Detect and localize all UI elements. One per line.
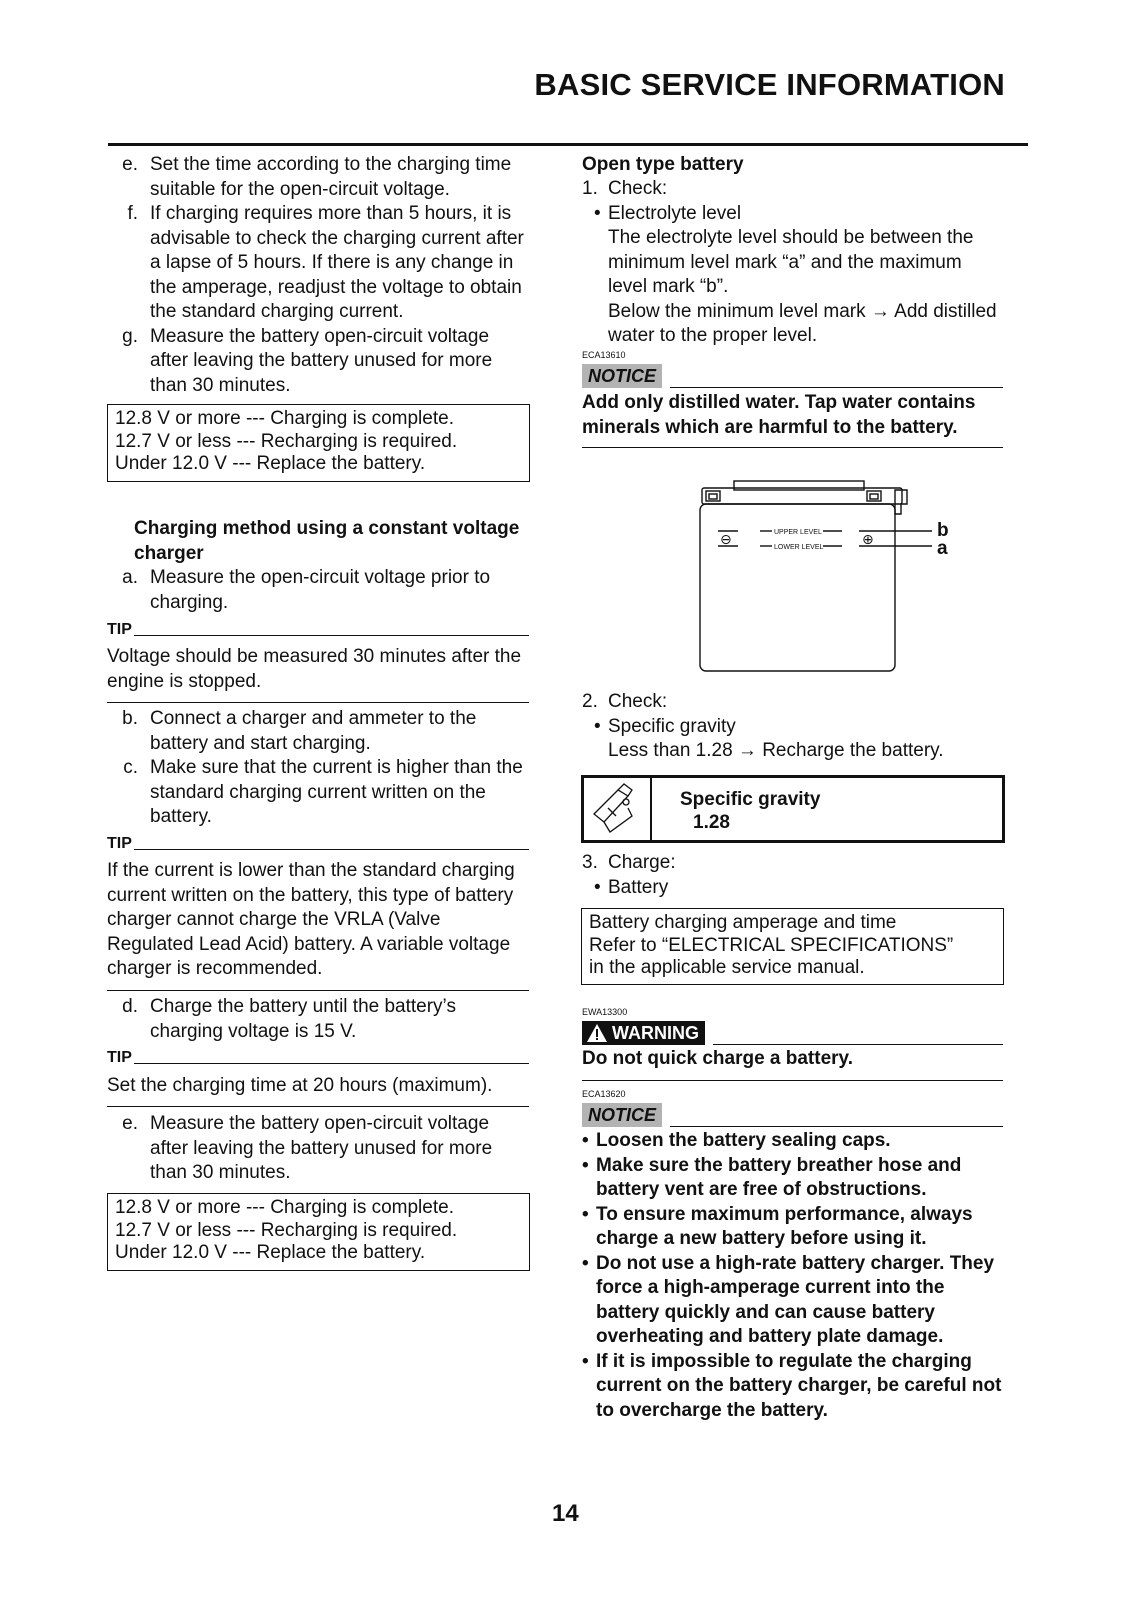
- notice-item-text: If it is impossible to regulate the charging current on the battery charger, be careful not to overcharge the battery.: [596, 1350, 1002, 1421]
- lower-level-label: LOWER LEVEL: [774, 544, 824, 551]
- result-line: 12.8 V or more --- Charging is complete.: [115, 408, 454, 429]
- step-text: Measure the battery open-circuit voltage after leaving the battery unused for more than 30 minutes.: [150, 325, 493, 396]
- spec-box: [581, 775, 1005, 843]
- mark-b: b: [937, 520, 949, 541]
- step-text: Set the time according to the charging time suitable for the open-circuit voltage.: [150, 154, 512, 200]
- bullet-dot: •: [582, 1154, 589, 1176]
- result-line: 12.7 V or less --- Recharging is required.: [115, 430, 458, 452]
- tip-end-rule: [107, 990, 529, 991]
- notice-code: ECA13620: [582, 1089, 626, 1099]
- tip-label: TIP: [107, 1049, 132, 1066]
- tip-label: TIP: [107, 621, 132, 638]
- left-steps-top: [108, 153, 529, 398]
- step-label: e.: [122, 1113, 138, 1134]
- warning-text: Do not quick charge a battery.: [582, 1048, 853, 1069]
- tip-header: [107, 621, 529, 639]
- result-line: Under 12.0 V --- Replace the battery.: [115, 453, 426, 474]
- reference-line: Refer to “ELECTRICAL SPECIFICATIONS”: [589, 934, 954, 956]
- result-line: 12.7 V or less --- Recharging is required.: [115, 1219, 458, 1241]
- step-text: Connect a charger and ammeter to the battery and start charging.: [150, 708, 477, 754]
- bullet-text: Battery: [608, 876, 669, 898]
- notice-item-text: Loosen the battery sealing caps.: [596, 1130, 891, 1151]
- step-e2: [108, 1112, 529, 1186]
- step-text: Measure the open-circuit voltage prior to charging.: [150, 567, 491, 613]
- warning-end-rule: [582, 1080, 1003, 1081]
- tip-rule: [134, 1063, 529, 1064]
- step-label: f.: [127, 203, 138, 224]
- left-steps-mid: [108, 707, 529, 830]
- electrolyte-action: Below the minimum level mark → Add distilled water to the proper level.: [608, 300, 997, 346]
- upper-level-label: UPPER LEVEL: [774, 529, 822, 536]
- step-f: [108, 202, 529, 325]
- step-text: Charge:: [608, 852, 676, 873]
- gravity-action: Less than 1.28 → Recharge the battery.: [608, 740, 944, 761]
- notice-item: [582, 1252, 1003, 1350]
- battery-diagram: [690, 478, 970, 676]
- step-e: [108, 153, 529, 202]
- tip-rule: [134, 635, 529, 636]
- tip-end-rule: [107, 702, 529, 703]
- step-3: [582, 851, 1002, 876]
- result-box-1: [107, 404, 530, 482]
- electrolyte-bullet: [594, 202, 1002, 227]
- notice-end-rule: [582, 447, 1003, 448]
- step-d-block: [108, 995, 529, 1044]
- notice-item: [582, 1350, 1003, 1424]
- notice-badge: NOTICE: [582, 1103, 662, 1127]
- step-2: [582, 690, 1002, 715]
- step-label: a.: [122, 567, 138, 588]
- step-text: Check:: [608, 691, 668, 712]
- step-label: g.: [122, 325, 138, 347]
- step-b: [108, 707, 529, 756]
- warning-label: WARNING: [612, 1023, 699, 1043]
- step-text: Make sure that the current is higher than the standard charging current written on the battery.: [150, 757, 523, 827]
- notice-list: [582, 1129, 1003, 1423]
- right-step1-block: [582, 177, 1002, 349]
- bullet-dot: •: [582, 1203, 589, 1225]
- bullet-text: Specific gravity: [608, 715, 736, 737]
- mark-a: a: [937, 538, 948, 559]
- reference-line: Battery charging amperage and time: [589, 912, 897, 933]
- plus-terminal-icon: ⊕: [862, 532, 874, 548]
- result-box-2: [107, 1193, 530, 1271]
- tip-text: Set the charging time at 20 hours (maximum).: [107, 1075, 493, 1096]
- bullet-dot: •: [594, 715, 601, 737]
- step-text: If charging requires more than 5 hours, it is advisable to check the charging current after a lapse of 5 hours. If there is any change in the amperage, readjust the voltage to obtain the standard charging current.: [150, 203, 524, 322]
- step-1: [582, 177, 1002, 202]
- right-step2-block: [582, 690, 1002, 764]
- page-number: 14: [552, 1500, 579, 1527]
- spec-value: 1.28: [693, 812, 730, 833]
- warning-triangle-icon: [586, 1023, 608, 1043]
- reference-line: in the applicable service manual.: [589, 957, 865, 978]
- spec-title: Specific gravity: [680, 789, 821, 810]
- notice-item-text: To ensure maximum performance, always charge a new battery before using it.: [596, 1203, 973, 1249]
- warning-badge: [582, 1021, 705, 1045]
- tip-end-rule: [107, 1106, 529, 1107]
- notice-item-text: Make sure the battery breather hose and battery vent are free of obstructions.: [596, 1154, 962, 1200]
- warning-header: [582, 1021, 1003, 1045]
- notice-item: [582, 1203, 1003, 1252]
- step-label: c.: [123, 757, 138, 778]
- tip-text: Voltage should be measured 30 minutes after the engine is stopped.: [107, 646, 522, 692]
- step-label: 1.: [582, 178, 598, 199]
- battery-bullet: [594, 876, 1002, 901]
- method-heading: Charging method using a constant voltage charger: [134, 518, 520, 564]
- bullet-dot: •: [582, 1350, 589, 1372]
- notice-text: Add only distilled water. Tap water contains minerals which are harmful to the battery.: [582, 392, 976, 438]
- step-text: Check:: [608, 178, 668, 199]
- page-title: BASIC SERVICE INFORMATION: [534, 67, 1005, 102]
- step-a-block: [108, 566, 529, 615]
- breather-nipple: [895, 490, 907, 514]
- notice-item: [582, 1154, 1003, 1203]
- tip-rule: [134, 849, 529, 850]
- notice-rule: [670, 387, 1003, 388]
- result-line: 12.8 V or more --- Charging is complete.: [115, 1197, 454, 1218]
- step-label: 2.: [582, 691, 598, 712]
- bullet-dot: •: [594, 202, 601, 224]
- reference-box: [581, 908, 1004, 985]
- step-label: b.: [122, 708, 138, 729]
- tip-label: TIP: [107, 835, 132, 852]
- warning-rule: [713, 1044, 1003, 1045]
- notice-header: [582, 364, 1003, 388]
- tip-header: [107, 1049, 529, 1067]
- header-rule: [108, 143, 1028, 146]
- step-g: [108, 325, 529, 399]
- result-line: Under 12.0 V --- Replace the battery.: [115, 1242, 426, 1263]
- notice-header: [582, 1103, 1003, 1127]
- bullet-dot: •: [582, 1252, 589, 1274]
- tip-header: [107, 835, 529, 853]
- step-label: e.: [122, 154, 138, 175]
- notice-badge: NOTICE: [582, 364, 662, 388]
- bullet-dot: •: [582, 1130, 589, 1151]
- minus-terminal-icon: ⊖: [720, 532, 732, 548]
- hydrometer-icon: [584, 778, 652, 840]
- notice-item: [582, 1129, 1003, 1154]
- step-a: [108, 566, 529, 615]
- step-e2-block: [108, 1112, 529, 1186]
- electrolyte-desc: The electrolyte level should be between the minimum level mark “a” and the maximum level mark “b”.: [608, 227, 974, 297]
- bullet-dot: •: [594, 876, 601, 898]
- step-c: [108, 756, 529, 830]
- step-label: d.: [122, 996, 138, 1017]
- notice-rule: [670, 1126, 1003, 1127]
- step-label: 3.: [582, 852, 598, 873]
- warning-code: EWA13300: [582, 1007, 628, 1017]
- open-type-heading: Open type battery: [582, 154, 744, 175]
- tip-text: If the current is lower than the standard charging current written on the battery, this type of battery charger cannot charge the VRLA (Valve Regulated Lead Acid) battery. A variable voltage charger is recommended.: [107, 860, 515, 979]
- gravity-bullet: [594, 715, 1002, 740]
- step-text: Charge the battery until the battery’s charging voltage is 15 V.: [150, 996, 456, 1042]
- notice-code: ECA13610: [582, 350, 626, 360]
- notice-item-text: Do not use a high-rate battery charger. They force a high-amperage current into the battery quickly and can cause battery overheating and battery plate damage.: [596, 1252, 995, 1347]
- bullet-text: Electrolyte level: [608, 202, 742, 224]
- right-step3-block: [582, 851, 1002, 900]
- step-d: [108, 995, 529, 1044]
- step-text: Measure the battery open-circuit voltage after leaving the battery unused for more than 30 minutes.: [150, 1113, 493, 1183]
